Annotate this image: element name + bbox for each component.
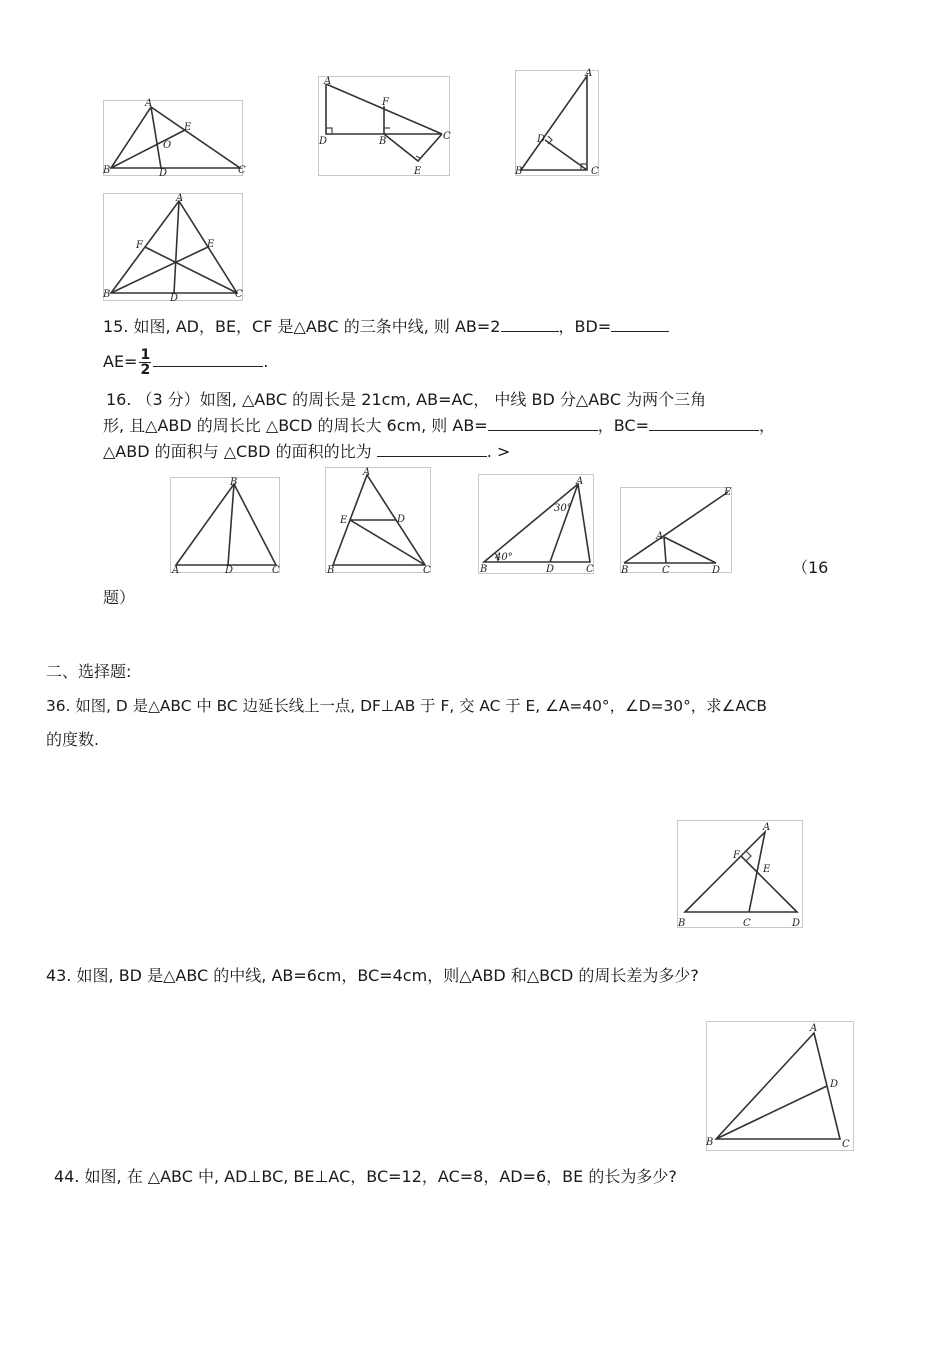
label-e: E [207, 239, 215, 250]
q16-text-c: ， [759, 416, 776, 435]
label-d: D [319, 136, 328, 147]
label-c: C [423, 565, 431, 576]
figure-q43 [706, 1021, 854, 1151]
label-b: B [678, 918, 686, 929]
q15-ae-label: AE= [103, 352, 138, 371]
angle-label-30: 30° [554, 503, 572, 514]
label-c: C [743, 918, 751, 929]
label-b: B [327, 565, 335, 576]
label-b: B [621, 565, 629, 576]
label-f: F [733, 850, 740, 861]
q44-line1: 44. 如图, 在 △ABC 中, AD⊥BC, BE⊥AC，BC=12，AC=8，AD=6，BE 的长为多少? [54, 1167, 677, 1186]
label-c: C [238, 165, 246, 176]
q16-line2 [103, 414, 775, 436]
q15-text-b: ，BD= [558, 317, 612, 336]
q16-text-d: △ABD 的面积与 △CBD 的面积的比为 [103, 442, 372, 461]
label-b: B [103, 289, 111, 300]
q16-text-e: . > [486, 442, 511, 461]
q15-end: . [263, 352, 269, 371]
figure-right-triangle-altitude [515, 70, 599, 176]
fraction-one-half [139, 348, 151, 377]
section-title: 二、选择题: [46, 662, 132, 681]
q16-text-a: 形, 且△ABD 的周长比 △BCD 的周长大 6cm, 则 AB= [103, 416, 488, 435]
label-d: D [830, 1079, 839, 1090]
label-a: A [363, 467, 371, 478]
figure-isosceles-median [170, 477, 280, 576]
label-d: D [792, 918, 801, 929]
answer-blank [153, 350, 263, 367]
label-a: A [810, 1023, 818, 1034]
label-d: D [546, 564, 555, 575]
figure-triangle-three-medians [103, 193, 243, 304]
label-a: A [324, 76, 332, 87]
label-b: B [230, 477, 238, 488]
figure-triangle-medians-1 [103, 98, 246, 179]
label-a: A [176, 193, 184, 204]
label-d: D [537, 134, 546, 145]
label-a: A [145, 98, 153, 109]
label-a: A [576, 476, 584, 487]
label-c: C [443, 131, 451, 142]
figure-q36 [677, 820, 803, 928]
label-f: F [382, 97, 389, 108]
label-o: O [163, 140, 172, 151]
label-e: E [414, 166, 422, 177]
answer-blank [611, 315, 669, 332]
label-c: C [662, 565, 670, 576]
figure-right-triangle-perpendiculars [318, 76, 450, 176]
label-d: D [170, 293, 179, 304]
q16-line1: 16. （3 分）如图, △ABC 的周长是 21cm, AB=AC， 中线 BD 分△ABC 为两个三角 [106, 390, 707, 409]
q16-figure-caption-a: （16 [792, 558, 829, 577]
label-c: C [842, 1139, 850, 1150]
q15-text-a: 15. 如图, AD，BE，CF 是△ABC 的三条中线, 则 AB=2 [103, 317, 501, 336]
q16-text-b: ，BC= [597, 416, 649, 435]
figure-extended-line [620, 487, 732, 576]
figure-triangle-midsegment [325, 467, 431, 576]
label-d: D [712, 565, 721, 576]
label-e: E [724, 487, 732, 498]
label-e: E [763, 864, 771, 875]
fraction-denominator: 2 [140, 362, 151, 378]
answer-blank [501, 315, 559, 332]
label-d: D [225, 565, 234, 576]
label-f: F [136, 240, 143, 251]
answer-blank [488, 414, 598, 431]
figure-triangle-angles [478, 474, 594, 574]
fraction-numerator: 1 [140, 347, 151, 363]
label-c: C [272, 565, 280, 576]
angle-label-40: 40° [495, 552, 513, 563]
label-c: C [591, 166, 599, 177]
label-b: B [480, 564, 488, 575]
q15-line2 [103, 345, 268, 379]
label-a: A [172, 565, 180, 576]
label-a: A [585, 68, 593, 79]
label-b: B [706, 1137, 714, 1148]
label-b: B [103, 165, 111, 176]
q16-figure-caption-b: 题） [103, 588, 136, 607]
label-c: C [235, 289, 243, 300]
label-c: C [586, 564, 594, 575]
label-e: E [340, 515, 348, 526]
q43-line1: 43. 如图, BD 是△ABC 的中线, AB=6cm，BC=4cm，则△ABD 和△BCD 的周长差为多少? [46, 966, 699, 985]
answer-blank [649, 414, 759, 431]
label-a: A [763, 822, 771, 833]
label-d: D [159, 168, 168, 179]
q16-line3 [103, 440, 510, 462]
label-d: D [397, 514, 406, 525]
label-b: B [515, 166, 523, 177]
q15-line1 [103, 315, 669, 337]
label-a: A [656, 531, 664, 542]
q36-line1: 36. 如图, D 是△ABC 中 BC 边延长线上一点, DF⊥AB 于 F, 交 AC 于 E, ∠A=40°，∠D=30°，求∠ACB [46, 697, 767, 715]
label-b: B [379, 136, 387, 147]
label-e: E [184, 122, 192, 133]
q36-line2: 的度数. [46, 730, 100, 749]
answer-blank [377, 440, 487, 457]
